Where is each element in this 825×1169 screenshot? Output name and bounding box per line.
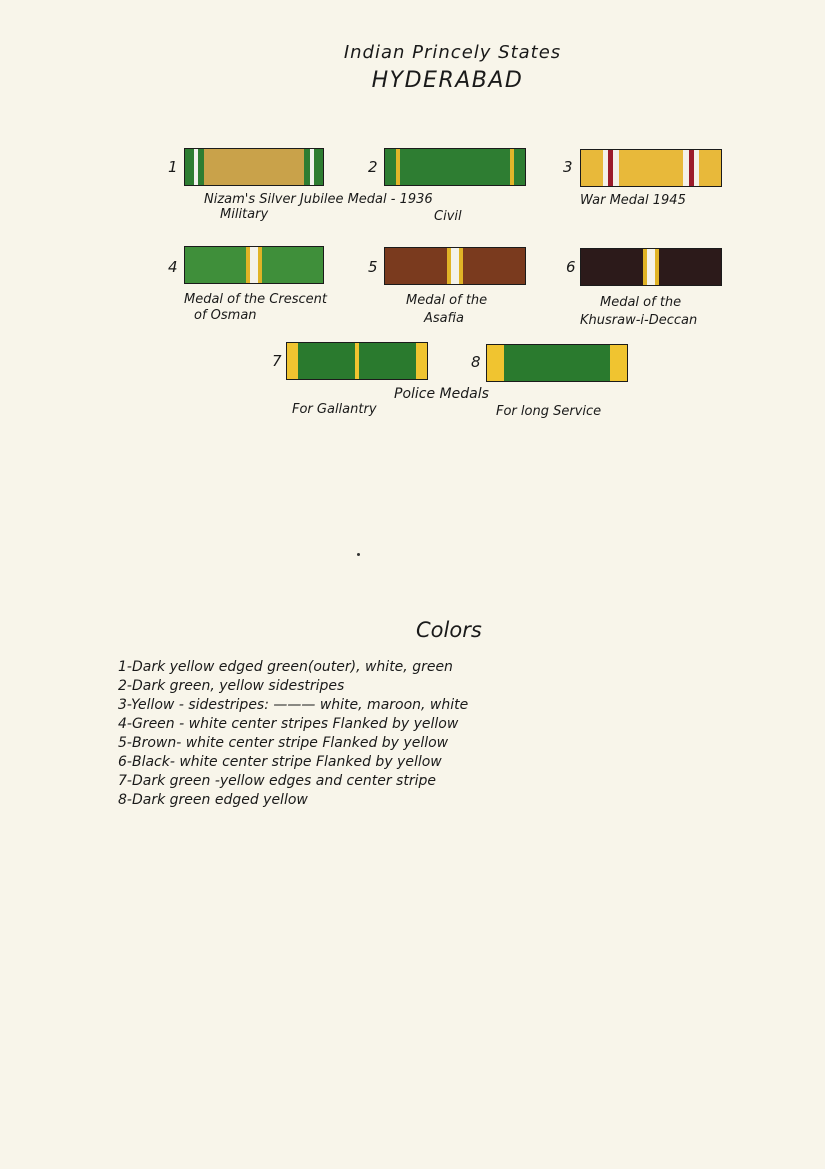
ribbon-stripe	[699, 150, 721, 186]
ribbon-stripe	[314, 149, 323, 185]
caption-crescent-line1: Medal of the Crescent	[184, 292, 327, 307]
ribbon-8	[486, 344, 628, 382]
ribbon-6	[580, 248, 722, 286]
ribbon-stripe	[385, 149, 396, 185]
ribbon-stripe	[581, 249, 643, 285]
ribbon-stripe	[204, 149, 305, 185]
ribbon-stripe	[504, 345, 610, 381]
ribbon-2	[384, 148, 526, 186]
ribbon-stripe	[185, 247, 246, 283]
ribbon-stripe	[659, 249, 721, 285]
caption-civil: Civil	[434, 209, 462, 224]
caption-khusraw-line2: Khusraw-i-Deccan	[580, 313, 698, 328]
ribbon-stripe	[463, 248, 525, 284]
legend-item: 2-Dark green, yellow sidestripes	[118, 678, 345, 694]
caption-asafia-line2: Asafia	[424, 311, 464, 326]
ribbon-number-2: 2	[368, 158, 378, 176]
caption-khusraw-line1: Medal of the	[600, 295, 682, 310]
ribbon-stripe	[262, 247, 323, 283]
caption-jubilee: Nizam's Silver Jubilee Medal - 1936	[204, 192, 433, 207]
legend-item: 8-Dark green edged yellow	[118, 792, 308, 808]
ribbon-stripe	[581, 150, 603, 186]
ribbon-number-3: 3	[563, 158, 573, 176]
caption-gallantry: For Gallantry	[292, 402, 377, 417]
ribbon-5	[384, 247, 526, 285]
ribbon-stripe	[298, 343, 355, 379]
paper-speck	[357, 553, 360, 556]
ribbon-stripe	[487, 345, 504, 381]
header-line2: HYDERABAD	[371, 68, 524, 93]
header-line1: Indian Princely States	[343, 42, 562, 63]
legend-item: 4-Green - white center stripes Flanked by yellow	[118, 716, 459, 732]
ribbon-stripe	[250, 247, 258, 283]
caption-police-medals: Police Medals	[394, 386, 489, 402]
ribbon-stripe	[400, 149, 509, 185]
caption-long-service: For long Service	[496, 404, 602, 419]
ribbon-stripe	[619, 150, 684, 186]
ribbon-1	[184, 148, 324, 186]
legend-item: 6-Black- white center stripe Flanked by yellow	[118, 754, 442, 770]
ribbon-7	[286, 342, 428, 380]
ribbon-number-8: 8	[471, 353, 481, 371]
legend-item: 7-Dark green -yellow edges and center stripe	[118, 773, 436, 789]
ribbon-stripe	[287, 343, 298, 379]
ribbon-number-7: 7	[272, 352, 282, 370]
caption-war-medal: War Medal 1945	[580, 193, 686, 208]
ribbon-3	[580, 149, 722, 187]
caption-crescent-line2: of Osman	[194, 308, 257, 323]
ribbon-stripe	[647, 249, 655, 285]
ribbon-stripe	[385, 248, 447, 284]
legend-item: 1-Dark yellow edged green(outer), white, green	[118, 659, 453, 675]
legend-item: 3-Yellow - sidestripes: ——— white, maroon, white	[118, 697, 469, 713]
ribbon-number-6: 6	[566, 258, 576, 276]
ribbon-number-5: 5	[368, 258, 378, 276]
ribbon-number-1: 1	[168, 158, 178, 176]
ribbon-stripe	[185, 149, 194, 185]
ribbon-stripe	[514, 149, 525, 185]
ribbon-stripe	[359, 343, 416, 379]
legend-item: 5-Brown- white center stripe Flanked by yellow	[118, 735, 449, 751]
ribbon-4	[184, 246, 324, 284]
ribbon-stripe	[416, 343, 427, 379]
ribbon-stripe	[610, 345, 627, 381]
ribbon-stripe	[451, 248, 459, 284]
caption-military: Military	[220, 207, 269, 222]
ribbon-number-4: 4	[168, 258, 178, 276]
colors-legend	[118, 658, 468, 810]
colors-title: Colors	[416, 618, 482, 642]
caption-asafia-line1: Medal of the	[406, 293, 488, 308]
